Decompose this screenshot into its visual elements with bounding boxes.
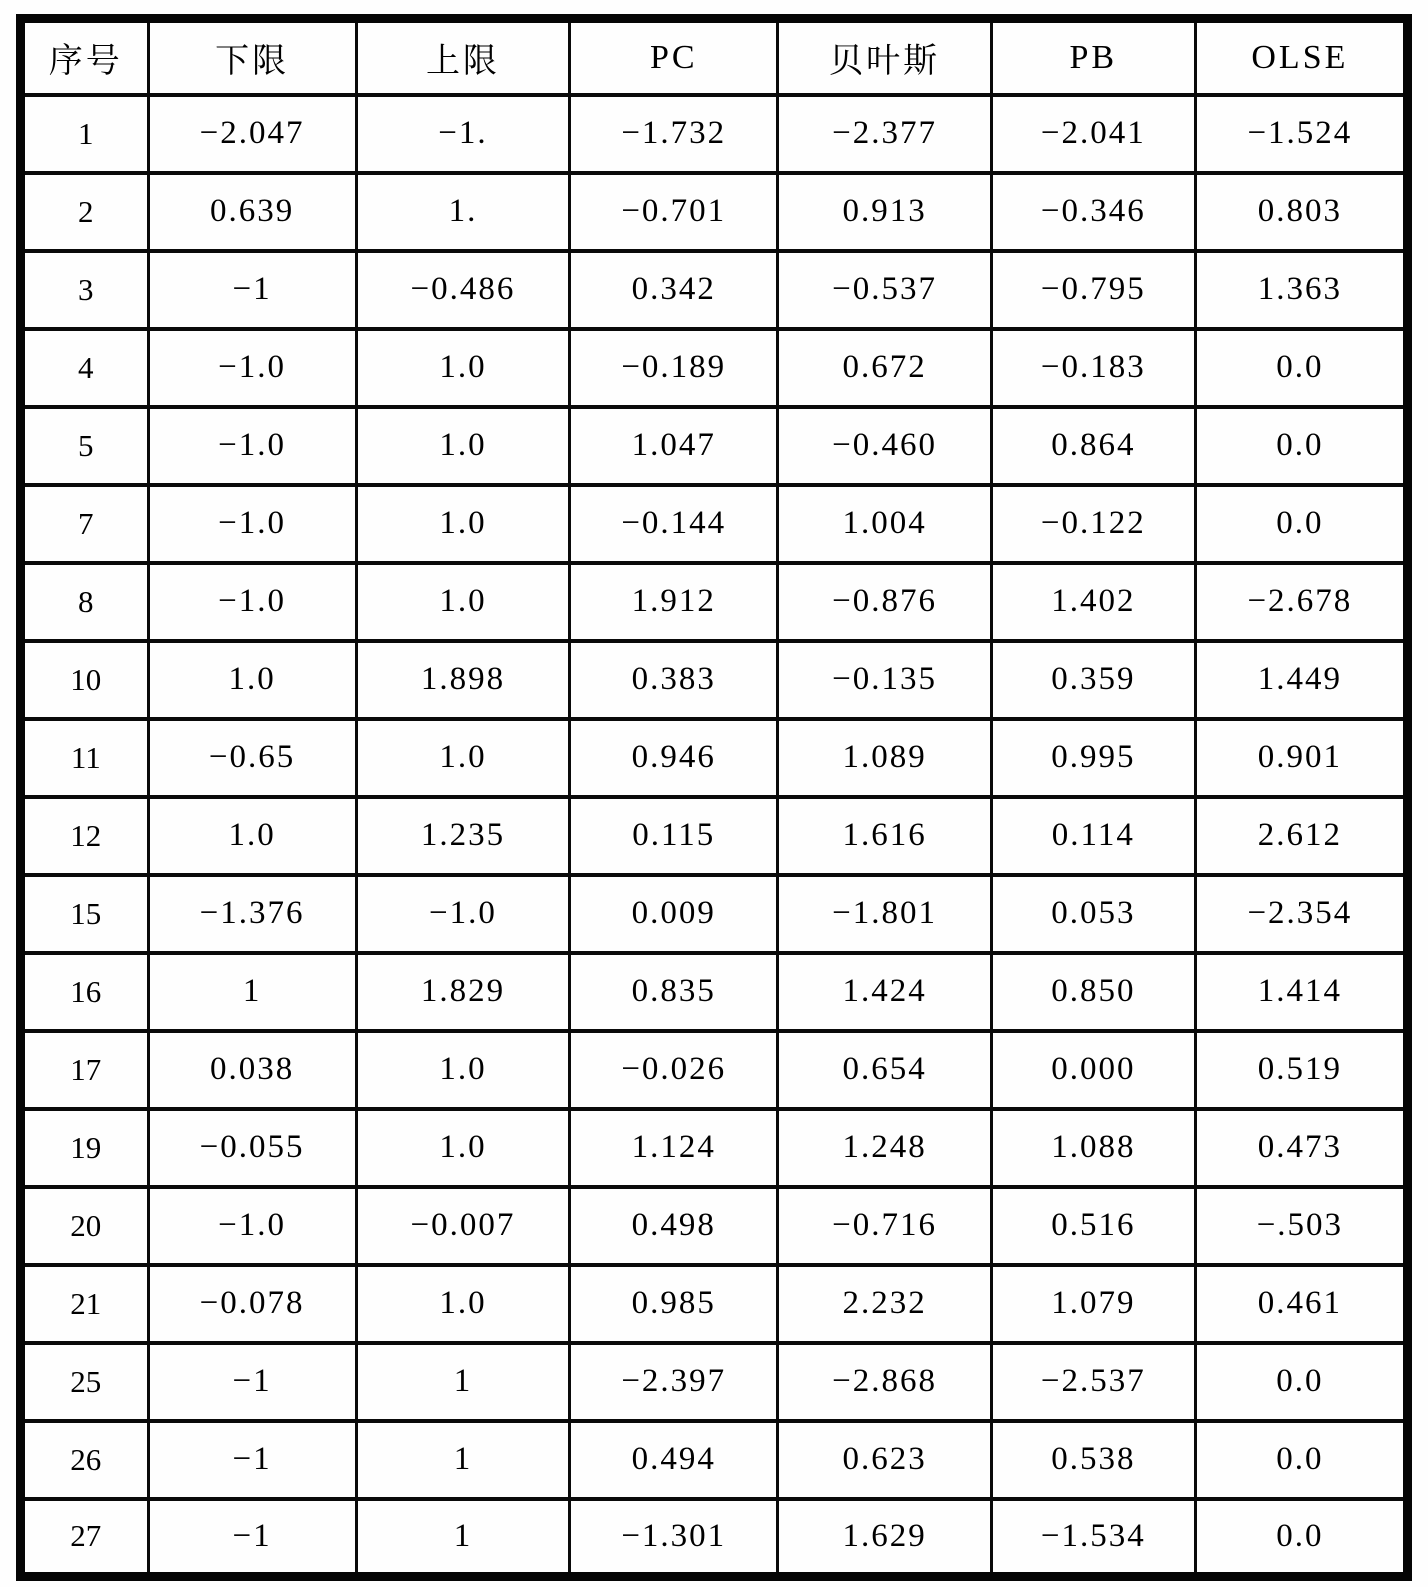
column-header-pc: PC <box>570 19 778 95</box>
cell-pb: −2.041 <box>991 95 1195 173</box>
cell-pc: 1.912 <box>570 563 778 641</box>
cell-pb: 1.402 <box>991 563 1195 641</box>
cell-up: −0.486 <box>356 251 570 329</box>
cell-up: 1. <box>356 173 570 251</box>
column-header-up: 上限 <box>356 19 570 95</box>
cell-seq: 1 <box>21 95 149 173</box>
cell-olse: 0.901 <box>1195 719 1407 797</box>
cell-pc: −0.701 <box>570 173 778 251</box>
cell-pc: 1.047 <box>570 407 778 485</box>
cell-up: −1.0 <box>356 875 570 953</box>
cell-low: −2.047 <box>148 95 356 173</box>
cell-olse: 0.0 <box>1195 407 1407 485</box>
table-row <box>21 797 1408 875</box>
cell-pb: 0.995 <box>991 719 1195 797</box>
cell-bayes: −0.876 <box>778 563 992 641</box>
cell-seq: 26 <box>21 1421 149 1499</box>
cell-bayes: 0.623 <box>778 1421 992 1499</box>
cell-bayes: −0.537 <box>778 251 992 329</box>
cell-olse: −.503 <box>1195 1187 1407 1265</box>
cell-up: 1.0 <box>356 485 570 563</box>
cell-low: −1.0 <box>148 485 356 563</box>
table-row <box>21 95 1408 173</box>
cell-pc: −1.732 <box>570 95 778 173</box>
table-row <box>21 1109 1408 1187</box>
cell-bayes: −0.460 <box>778 407 992 485</box>
cell-low: 1.0 <box>148 797 356 875</box>
cell-seq: 8 <box>21 563 149 641</box>
cell-bayes: 1.004 <box>778 485 992 563</box>
cell-olse: 0.473 <box>1195 1109 1407 1187</box>
cell-low: −1.0 <box>148 407 356 485</box>
cell-olse: −2.678 <box>1195 563 1407 641</box>
cell-bayes: 0.672 <box>778 329 992 407</box>
cell-up: 1.0 <box>356 407 570 485</box>
cell-pc: 0.498 <box>570 1187 778 1265</box>
cell-low: −0.078 <box>148 1265 356 1343</box>
cell-low: −1 <box>148 1499 356 1577</box>
cell-seq: 27 <box>21 1499 149 1577</box>
cell-low: −1 <box>148 251 356 329</box>
cell-bayes: 2.232 <box>778 1265 992 1343</box>
cell-bayes: −1.801 <box>778 875 992 953</box>
cell-bayes: −0.716 <box>778 1187 992 1265</box>
cell-olse: 1.449 <box>1195 641 1407 719</box>
table-row <box>21 1031 1408 1109</box>
cell-seq: 16 <box>21 953 149 1031</box>
cell-olse: 0.0 <box>1195 485 1407 563</box>
cell-up: 1.0 <box>356 1265 570 1343</box>
cell-up: 1.0 <box>356 1109 570 1187</box>
table-row <box>21 1343 1408 1421</box>
cell-up: 1.898 <box>356 641 570 719</box>
cell-pb: −2.537 <box>991 1343 1195 1421</box>
cell-seq: 4 <box>21 329 149 407</box>
cell-olse: −2.354 <box>1195 875 1407 953</box>
cell-low: 1.0 <box>148 641 356 719</box>
cell-up: 1.829 <box>356 953 570 1031</box>
cell-pc: 0.115 <box>570 797 778 875</box>
header-row <box>21 19 1408 95</box>
column-header-bayes: 贝叶斯 <box>778 19 992 95</box>
cell-bayes: 1.089 <box>778 719 992 797</box>
cell-seq: 15 <box>21 875 149 953</box>
cell-seq: 20 <box>21 1187 149 1265</box>
cell-seq: 10 <box>21 641 149 719</box>
cell-low: 1 <box>148 953 356 1031</box>
cell-pb: 0.538 <box>991 1421 1195 1499</box>
cell-pc: 0.946 <box>570 719 778 797</box>
cell-olse: 2.612 <box>1195 797 1407 875</box>
cell-pc: −0.144 <box>570 485 778 563</box>
cell-up: 1 <box>356 1499 570 1577</box>
table-header <box>21 19 1408 95</box>
cell-pb: −0.346 <box>991 173 1195 251</box>
cell-up: 1 <box>356 1343 570 1421</box>
table-row <box>21 1421 1408 1499</box>
cell-up: 1.0 <box>356 329 570 407</box>
cell-pb: 0.850 <box>991 953 1195 1031</box>
cell-up: 1.0 <box>356 563 570 641</box>
cell-olse: 1.363 <box>1195 251 1407 329</box>
cell-bayes: 0.654 <box>778 1031 992 1109</box>
cell-low: −1.0 <box>148 1187 356 1265</box>
cell-seq: 5 <box>21 407 149 485</box>
cell-pb: −0.183 <box>991 329 1195 407</box>
cell-olse: 0.0 <box>1195 1499 1407 1577</box>
cell-bayes: 1.616 <box>778 797 992 875</box>
table-row <box>21 1499 1408 1577</box>
cell-olse: 0.519 <box>1195 1031 1407 1109</box>
cell-pb: 0.000 <box>991 1031 1195 1109</box>
table-body <box>21 95 1408 1577</box>
cell-pb: 0.114 <box>991 797 1195 875</box>
table-row <box>21 641 1408 719</box>
cell-seq: 3 <box>21 251 149 329</box>
cell-seq: 11 <box>21 719 149 797</box>
column-header-pb: PB <box>991 19 1195 95</box>
cell-seq: 12 <box>21 797 149 875</box>
cell-pc: 0.009 <box>570 875 778 953</box>
cell-low: −0.65 <box>148 719 356 797</box>
table-row <box>21 173 1408 251</box>
cell-up: 1.235 <box>356 797 570 875</box>
cell-pc: 0.342 <box>570 251 778 329</box>
cell-up: 1 <box>356 1421 570 1499</box>
cell-low: −0.055 <box>148 1109 356 1187</box>
cell-pc: 0.383 <box>570 641 778 719</box>
cell-seq: 25 <box>21 1343 149 1421</box>
cell-seq: 17 <box>21 1031 149 1109</box>
cell-low: 0.038 <box>148 1031 356 1109</box>
cell-pb: 0.359 <box>991 641 1195 719</box>
cell-bayes: 1.248 <box>778 1109 992 1187</box>
cell-pb: −0.795 <box>991 251 1195 329</box>
cell-up: 1.0 <box>356 719 570 797</box>
cell-pc: −0.026 <box>570 1031 778 1109</box>
cell-olse: −1.524 <box>1195 95 1407 173</box>
cell-low: −1 <box>148 1421 356 1499</box>
cell-pb: 1.079 <box>991 1265 1195 1343</box>
cell-pc: −1.301 <box>570 1499 778 1577</box>
cell-pc: −0.189 <box>570 329 778 407</box>
table-row <box>21 563 1408 641</box>
cell-seq: 21 <box>21 1265 149 1343</box>
cell-low: −1.376 <box>148 875 356 953</box>
cell-pc: 0.835 <box>570 953 778 1031</box>
cell-bayes: 0.913 <box>778 173 992 251</box>
table-row <box>21 1265 1408 1343</box>
cell-pb: 0.053 <box>991 875 1195 953</box>
cell-low: −1.0 <box>148 563 356 641</box>
column-header-low: 下限 <box>148 19 356 95</box>
cell-pb: −1.534 <box>991 1499 1195 1577</box>
cell-olse: 0.0 <box>1195 1421 1407 1499</box>
cell-pc: 0.985 <box>570 1265 778 1343</box>
cell-seq: 2 <box>21 173 149 251</box>
cell-low: 0.639 <box>148 173 356 251</box>
cell-olse: 0.803 <box>1195 173 1407 251</box>
cell-olse: 0.0 <box>1195 329 1407 407</box>
cell-seq: 19 <box>21 1109 149 1187</box>
cell-pc: 0.494 <box>570 1421 778 1499</box>
table-row <box>21 251 1408 329</box>
cell-olse: 1.414 <box>1195 953 1407 1031</box>
cell-pb: 1.088 <box>991 1109 1195 1187</box>
cell-pb: −0.122 <box>991 485 1195 563</box>
cell-pb: 0.864 <box>991 407 1195 485</box>
cell-up: 1.0 <box>356 1031 570 1109</box>
cell-seq: 7 <box>21 485 149 563</box>
cell-low: −1.0 <box>148 329 356 407</box>
cell-olse: 0.461 <box>1195 1265 1407 1343</box>
column-header-seq: 序号 <box>21 19 149 95</box>
table-row <box>21 719 1408 797</box>
cell-pb: 0.516 <box>991 1187 1195 1265</box>
cell-pc: −2.397 <box>570 1343 778 1421</box>
table-row <box>21 875 1408 953</box>
table-row <box>21 1187 1408 1265</box>
cell-bayes: −0.135 <box>778 641 992 719</box>
cell-bayes: 1.424 <box>778 953 992 1031</box>
table-row <box>21 485 1408 563</box>
table-row <box>21 407 1408 485</box>
table-row <box>21 329 1408 407</box>
cell-up: −1. <box>356 95 570 173</box>
cell-pc: 1.124 <box>570 1109 778 1187</box>
cell-olse: 0.0 <box>1195 1343 1407 1421</box>
cell-up: −0.007 <box>356 1187 570 1265</box>
table-row <box>21 953 1408 1031</box>
cell-bayes: 1.629 <box>778 1499 992 1577</box>
data-table <box>16 14 1412 1581</box>
cell-bayes: −2.377 <box>778 95 992 173</box>
cell-bayes: −2.868 <box>778 1343 992 1421</box>
column-header-olse: OLSE <box>1195 19 1407 95</box>
cell-low: −1 <box>148 1343 356 1421</box>
